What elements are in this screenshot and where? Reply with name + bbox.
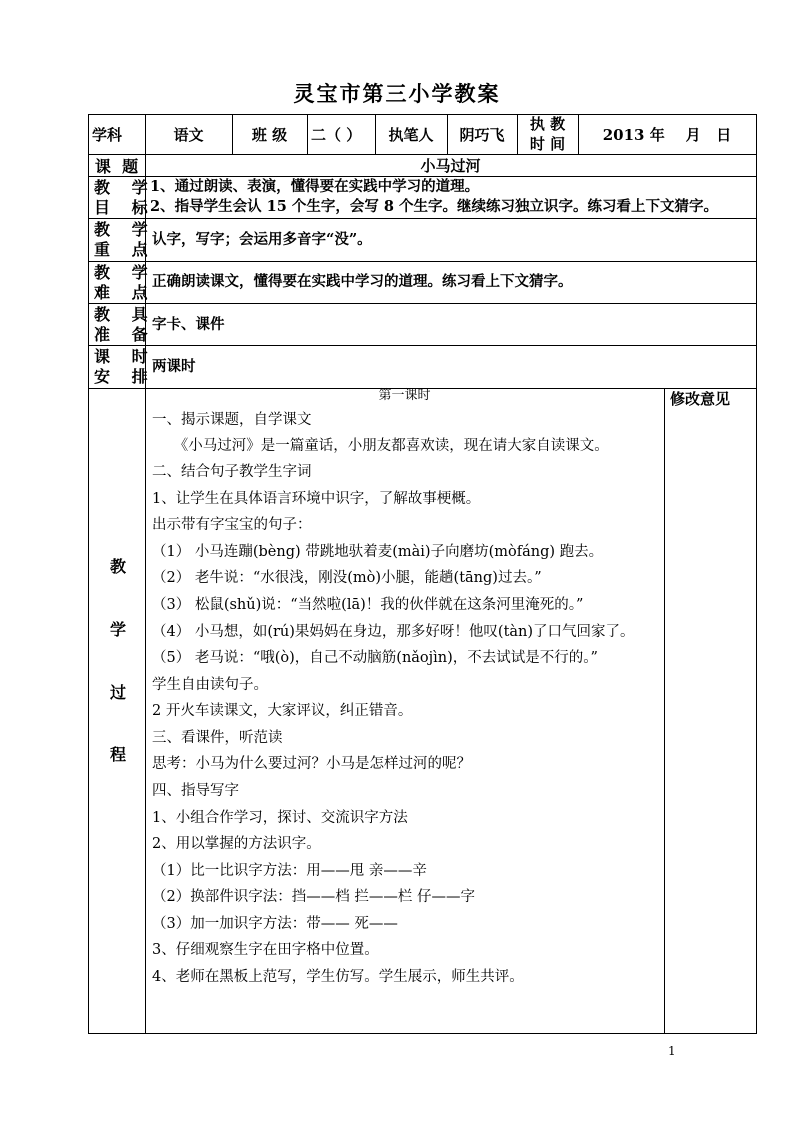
process-line: 学生自由读句子。 bbox=[152, 677, 268, 693]
schedule-label-line2: 安 排 bbox=[94, 367, 156, 386]
class-value: 二（ ） bbox=[311, 125, 362, 144]
process-line: 1、让学生在具体语言环境中识字，了解故事梗概。 bbox=[152, 491, 481, 507]
key-points-value: 认字，写字；会运用多音字“没”。 bbox=[152, 231, 372, 248]
materials-label-line2: 准 备 bbox=[94, 325, 156, 344]
process-line: （1） 小马连蹦(bèng) 带跳地驮着麦(mài)子向磨坊(mòfáng) 跑去。 bbox=[152, 544, 604, 560]
materials-value: 字卡、课件 bbox=[152, 316, 225, 333]
goals-label-line2: 目 标 bbox=[94, 198, 156, 217]
session-title: 第一课时 bbox=[378, 388, 431, 403]
teaching-time-label bbox=[517, 114, 578, 154]
process-label-char: 学 bbox=[109, 620, 126, 639]
revision-notes-label: 修改意见 bbox=[670, 390, 731, 408]
process-line: 4、老师在黑板上范写，学生仿写。学生展示，师生共评。 bbox=[152, 969, 524, 985]
author-label: 执笔人 bbox=[388, 125, 434, 144]
process-line: （3）加一加识字方法：带—— 死—— bbox=[152, 916, 398, 932]
class-label: 班 级 bbox=[251, 125, 288, 144]
process-line: 2 开火车读课文，大家评议，纠正错音。 bbox=[152, 703, 413, 719]
goals-line2: 2、指导学生会认 15 个生字，会写 8 个生字。继续练习独立识字。练习看上下文猜字。 bbox=[150, 198, 719, 215]
process-line: 3、仔细观察生字在田字格中位置。 bbox=[152, 942, 379, 958]
topic-label: 课 题 bbox=[94, 156, 139, 176]
key-points-label-line1: 教 学 bbox=[94, 220, 156, 239]
process-label-char: 程 bbox=[109, 745, 126, 764]
process-line: 出示带有字宝宝的句子： bbox=[152, 517, 312, 533]
teaching-date: 2013 年 月 日 bbox=[602, 125, 732, 144]
materials-label-line1: 教 具 bbox=[94, 305, 156, 324]
page-title: 灵宝市第三小学教案 bbox=[293, 81, 501, 106]
process-line: 1、小组合作学习，探讨、交流识字方法 bbox=[152, 810, 408, 826]
topic-value: 小马过河 bbox=[420, 156, 481, 175]
process-line: （4） 小马想，如(rú)果妈妈在身边，那多好呀！他叹(tàn)了口气回家了。 bbox=[152, 624, 635, 640]
process-line: （3） 松鼠(shǔ)说：“当然啦(lā)！我的伙伴就在这条河里淹死的。” bbox=[152, 597, 584, 613]
process-line: 三、看课件，听范读 bbox=[152, 730, 283, 746]
process-label-char: 教 bbox=[109, 557, 126, 576]
process-label-char: 过 bbox=[109, 683, 126, 702]
process-line: 思考：小马为什么要过河？小马是怎样过河的呢？ bbox=[152, 756, 471, 772]
process-line: （2）换部件识字法：挡——档 拦——栏 仔——字 bbox=[152, 889, 475, 905]
difficulties-label-line2: 难 点 bbox=[94, 283, 156, 302]
subject-label: 学科 bbox=[92, 125, 123, 144]
process-line: 《小马过河》是一篇童话，小朋友都喜欢读，现在请大家自读课文。 bbox=[152, 438, 609, 454]
subject-value: 语文 bbox=[173, 125, 204, 144]
teaching-time-label-line2: 时 间 bbox=[529, 135, 566, 153]
page-number: 1 bbox=[668, 1044, 676, 1058]
process-line: （5） 老马说：“哦(ò)，自己不动脑筋(nǎojìn)，不去试试是不行的。” bbox=[152, 650, 598, 666]
process-line: （2） 老牛说：“水很浅，刚没(mò)小腿，能趟(tāng)过去。” bbox=[152, 570, 542, 586]
process-line: 四、指导写字 bbox=[152, 783, 239, 799]
goals-label-line1: 教 学 bbox=[94, 178, 156, 197]
process-line: 二、结合句子教学生字词 bbox=[152, 464, 312, 480]
teaching-time-label-line1: 执 教 bbox=[529, 115, 566, 133]
schedule-value: 两课时 bbox=[152, 358, 196, 375]
schedule-label-line1: 课 时 bbox=[94, 347, 156, 366]
goals-line1: 1、通过朗读、表演，懂得要在实践中学习的道理。 bbox=[150, 178, 480, 195]
author-value: 阴巧飞 bbox=[459, 125, 505, 144]
difficulties-label-line1: 教 学 bbox=[94, 263, 156, 282]
process-line: 2、用以掌握的方法识字。 bbox=[152, 836, 321, 852]
difficulties-value: 正确朗读课文，懂得要在实践中学习的道理。练习看上下文猜字。 bbox=[152, 273, 573, 290]
process-line: （1）比一比识字方法：用——甩 亲——辛 bbox=[152, 863, 427, 879]
key-points-label-line2: 重 点 bbox=[94, 240, 156, 259]
process-line: 一、揭示课题，自学课文 bbox=[152, 412, 312, 428]
